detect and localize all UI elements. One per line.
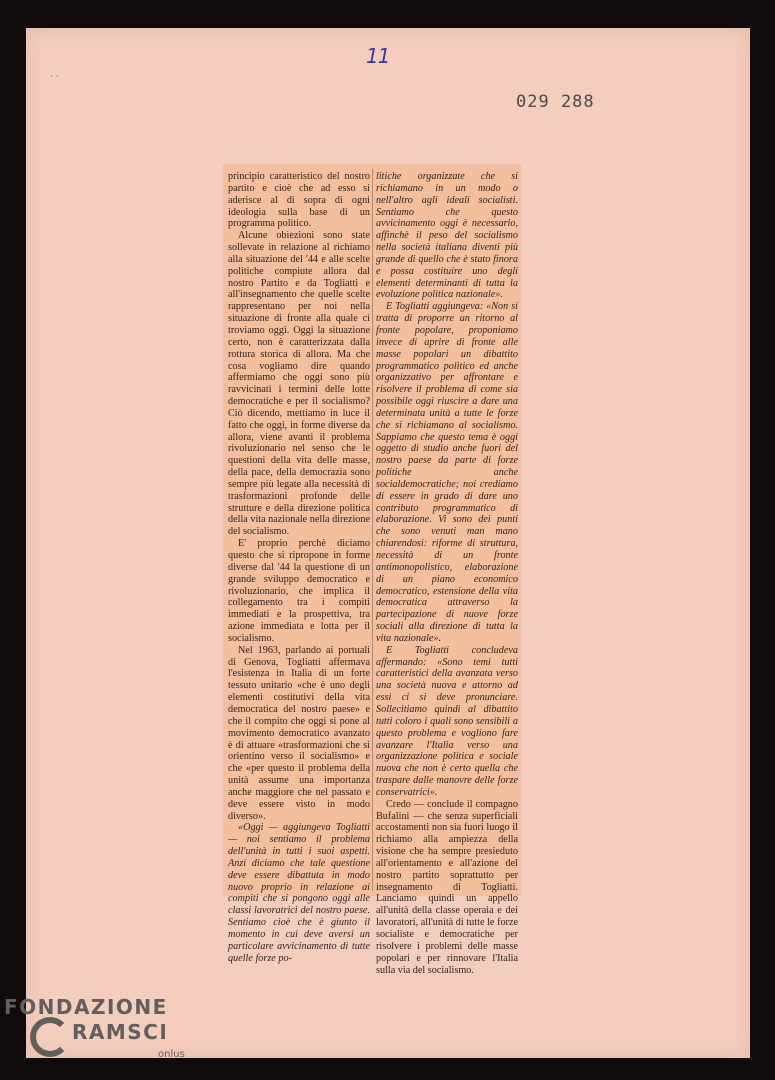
- paragraph: principio caratteristico del nostro partito e cioè che ad esso si aderisce al di sopra di ogni ideologia sulla base di un programma politico.: [228, 171, 370, 230]
- archive-stamp-number: 029 288: [516, 92, 595, 112]
- handwritten-folio-number: 11: [366, 44, 390, 68]
- paragraph: Alcune obiezioni sono state sollevate in relazione al richiamo alla situazione del '44 e alle scelte politiche compiute allora dal nostro Partito e da Togliatti e all'insegnamento che quelle scelte rappresentano per noi nella situazione di fronte alla quale ci troviamo oggi. Oggi la situazione certo, non è caratterizzata dalla rottura storica di allora. Ma che cosa vogliamo dire quando affermiamo che oggi sono più ravvicinati i termini delle lotte democratiche e per il socialismo? Ciò dicendo, mettiamo in luce il fatto che oggi, in forme diverse da allora, viene avanti il problema rivoluzionario nel senso che le questioni della vita delle masse, della pace, della democrazia sono sempre più legate alla necessità di trasformazioni profonde delle strutture e della direzione politica della vita nazionale nella direzione del socialismo.: [228, 230, 370, 538]
- article-left-column: [228, 171, 370, 964]
- watermark-line2: RAMSCI: [72, 1020, 169, 1044]
- paper-specks: · ·: [50, 72, 59, 82]
- paragraph: litiche organizzate che si richiamano in un modo o nell'altro agli ideali socialisti. Sentiamo che questo avvicinamento oggi è necessario, affinchè il peso del socialismo nella società italiana diventi più grande di quello che è stato finora e possa costituire uno degli elementi determinanti di tutta la evoluzione politica nazionale».: [376, 171, 518, 301]
- column-divider: [372, 169, 373, 891]
- article-right-column: [376, 171, 518, 976]
- paragraph: E Togliatti concludeva affermando: «Sono temi tutti caratteristici della avanzata verso una società nuova e attorno ad essi ci si deve pronunciare. Sollecitiamo quindi al dibattito tutti coloro i quali sono sensibili a questo problema e vogliono fare avanzare l'Italia verso una organizzazione politica e sociale nuova che non è certo quella che traspare dalle manovre delle forze conservatrici».: [376, 644, 518, 798]
- paragraph: «Oggi — aggiungeva Togliatti — noi sentiamo il problema dell'unità in tutti i suoi aspetti. Anzi diciamo che tale questione deve essere dibattuta in modo nuovo proprio in relazione ai compiti che si pongono oggi alle classi lavoratrici del nostro paese. Sentiamo cioè che è giunto il momento in cui deve aversi un particolare avvicinamento di tutte quelle forze po-: [228, 822, 370, 964]
- paragraph: Nel 1963, parlando ai portuali di Genova, Togliatti affermava l'esistenza in Italia di un forte tessuto unitario «che è uno degli elementi costitutivi della vita democratica del nostro paese» e che il compito che oggi si pone al movimento democratico avanzato è di attuare «trasformazioni che si orientino verso il socialismo» e che «per questo il problema della unità assume una importanza anche maggiore che nel passato e deve essere visto in modo diverso».: [228, 644, 370, 822]
- paragraph: E' proprio perchè diciamo questo che si ripropone in forme diverse dal '44 la questione di un grande sviluppo democratico e rivoluzionario, che implica il collegamento tra i compiti immediati e la prospettiva, tra azione immediata e lotta per il socialismo.: [228, 538, 370, 644]
- watermark-g-logo-icon: [30, 1017, 70, 1057]
- paragraph: E Togliatti aggiungeva: «Non si tratta di proporre un ritorno al fronte popolare, proponiamo invece di aprire di fronte alle masse popolari un dibattito programmatico politico ed anche organizzativo per affrontare e risolvere il problema di come sia possibile oggi riuscire a dare una determinata unità a tutte le forze che si richiamano al socialismo. Sappiamo che questo tema è oggi oggetto di studio anche fuori del nostro paese da parte di forze politiche anche socialdemocratiche; noi crediamo di essere in grado di dare uno contributo programmatico di elaborazione. Vi sono dei punti che sono venuti man mano chiarendosi: riforme di struttura, necessità di un fronte antimonopolistico, elaborazione di un piano economico democratico, estensione della vita democratica attraverso la partecipazione di nuove forze sociali alla direzione di tutta la vita nazionale».: [376, 301, 518, 644]
- paragraph: Credo — conclude il compagno Bufalini — che senza superficiali accostamenti non sia fuori luogo il richiamo alla ampiezza della visione che ha sempre presieduto all'orientamento e all'azione del nostro partito soprattutto per insegnamento di Togliatti. Lanciamo quindi un appello all'unità della classe operaia e dei lavoratori, all'unità di tutte le forze socialiste e democratiche per risolvere i problemi delle masse popolari e per rinnovare l'Italia sulla via del socialismo.: [376, 798, 518, 976]
- newspaper-clipping: [224, 165, 520, 976]
- watermark-line1: FONDAZIONE: [4, 995, 168, 1019]
- watermark-suffix: onlus: [158, 1049, 185, 1060]
- fondazione-gramsci-watermark: [4, 995, 204, 1075]
